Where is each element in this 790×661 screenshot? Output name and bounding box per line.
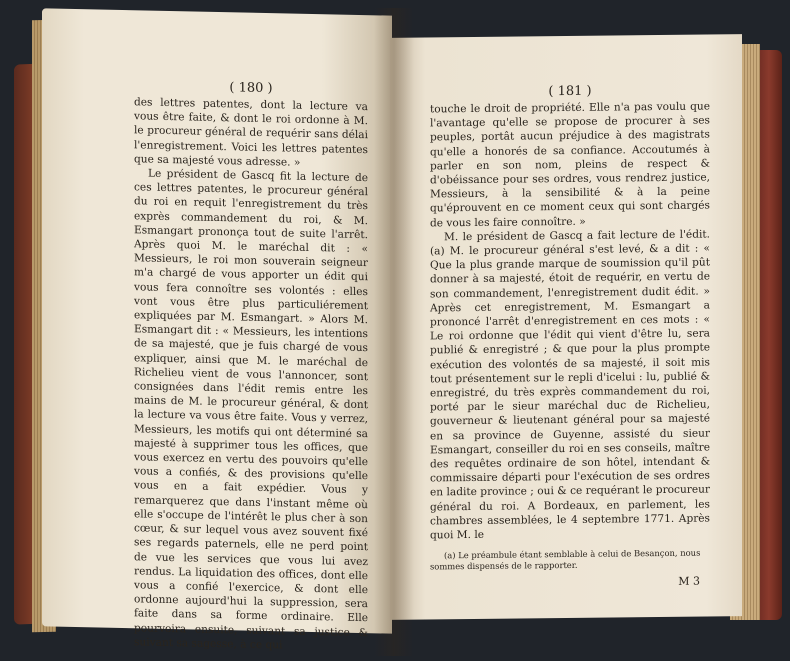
left-page-number: ( 180 ) (229, 80, 273, 97)
left-page-text (134, 95, 368, 654)
paragraph: M. le président de Gascq a fait lecture de l'édit. (a) M. le procureur général s'est levé, & a dit : « Que la plus grande marque de soumission qu'il pût donner à sa majesté, étoit de requérir, en vertu de son commandement, l'enregistrement dudit édit. » Après cet enregistrement, M. Esmangart a prononcé l'arrêt d'enregistrement en ces mots : « Le roi ordonne que l'édit qui vient d'être lu, sera publié & enregistré ; & que pour la plus prompte exécution des volontés de sa majesté, il soit mis tout présentement sur le repli d'icelui : lu, publié & enregistré, du très exprès commandement du roi, porté par le sieur maréchal duc de Richelieu, gouverneur & lieutenant général pour sa majesté en sa province de Guyenne, assisté du sieur Esmangart, conseiller du roi en ses conseils, maître des requêtes ordinaire de son hôtel, intendant & commissaire départi pour l'exécution de ses ordres en ladite province ; oui & ce requérant le procureur général du roi. A Bordeaux, en parlement, les chambres assemblées, le 4 septembre 1771. Après quoi M. le (430, 228, 710, 542)
right-page-text (430, 99, 710, 542)
right-page (390, 34, 742, 620)
paragraph: des lettres patentes, dont la lecture va vous être faite, & dont le roi ordonne à M. le procureur général de requérir sans délai l'enregistrement. Voici les lettres patentes que sa majesté vous adresse. » (134, 96, 368, 169)
signature-mark: M 3 (678, 574, 700, 589)
open-book (14, 8, 782, 656)
left-page (42, 8, 392, 652)
paragraph: touche le droit de propriété. Elle n'a pas voulu que l'avantage qu'elle se propose de procurer à ses peuples, portât aucun préjudice à des magistrats qu'elle a honorés de sa confiance. Accoutumés à parler en son nom, pleins de respect & d'obéissance pour ses ordres, vous rendrez justice, Messieurs, à la sensibilité & à la peine qu'éprouvent en ce moment ceux qui sont chargés de vous les faire connoître. » (430, 100, 710, 230)
paragraph: Le président de Gascq fit la lecture de ces lettres patentes, le procureur général du roi en requit l'enregistrement du très exprès commandement du roi, & M. Esmangart prononça tout de suite l'arrêt. Après quoi M. le maréchal dit : « Messieurs, le roi mon souverain seigneur m'a chargé de vous apporter un édit qui vous fera connoître ses volontés : elles vont vous être plus particuliérement expliquées par M. Esmangart. » Alors M. Esmangart dit : « Messieurs, les intentions de sa majesté, que je fuis chargé de vous expliquer, ainsi que M. le maréchal de Richelieu vient de vous l'annoncer, sont consignées dans l'édit remis entre les mains de M. le procureur général, & dont la lecture va vous être faite. Vous y verrez, Messieurs, les motifs qui ont déterminé sa majesté à supprimer tous les offices, que vous exercez en vertu des pouvoirs qu'elle vous a confiés, & des provisions qu'elle vous en a fait expédier. Vous y remarquerez que dans l'instant même où elle s'occupe de l'intérêt le plus cher à son cœur, & sur lequel vous avez souvent fixé ses regards paternels, elle ne perd point de vue les services que vous lui avez rendus. La liquidation des offices, dont elle vous a confié l'exercice, & dont elle ordonne aujourd'hui la suppression, sera faite dans sa forme ordinaire. Elle pourvoira ensuite, suivant sa justice & suivant sa sagesse, à ce qui (134, 167, 368, 652)
footnote: (a) Le préambule étant semblable à celui de Besançon, nous sommes dispensés de le rapporter. (430, 547, 701, 572)
right-page-number: ( 181 ) (548, 83, 592, 100)
